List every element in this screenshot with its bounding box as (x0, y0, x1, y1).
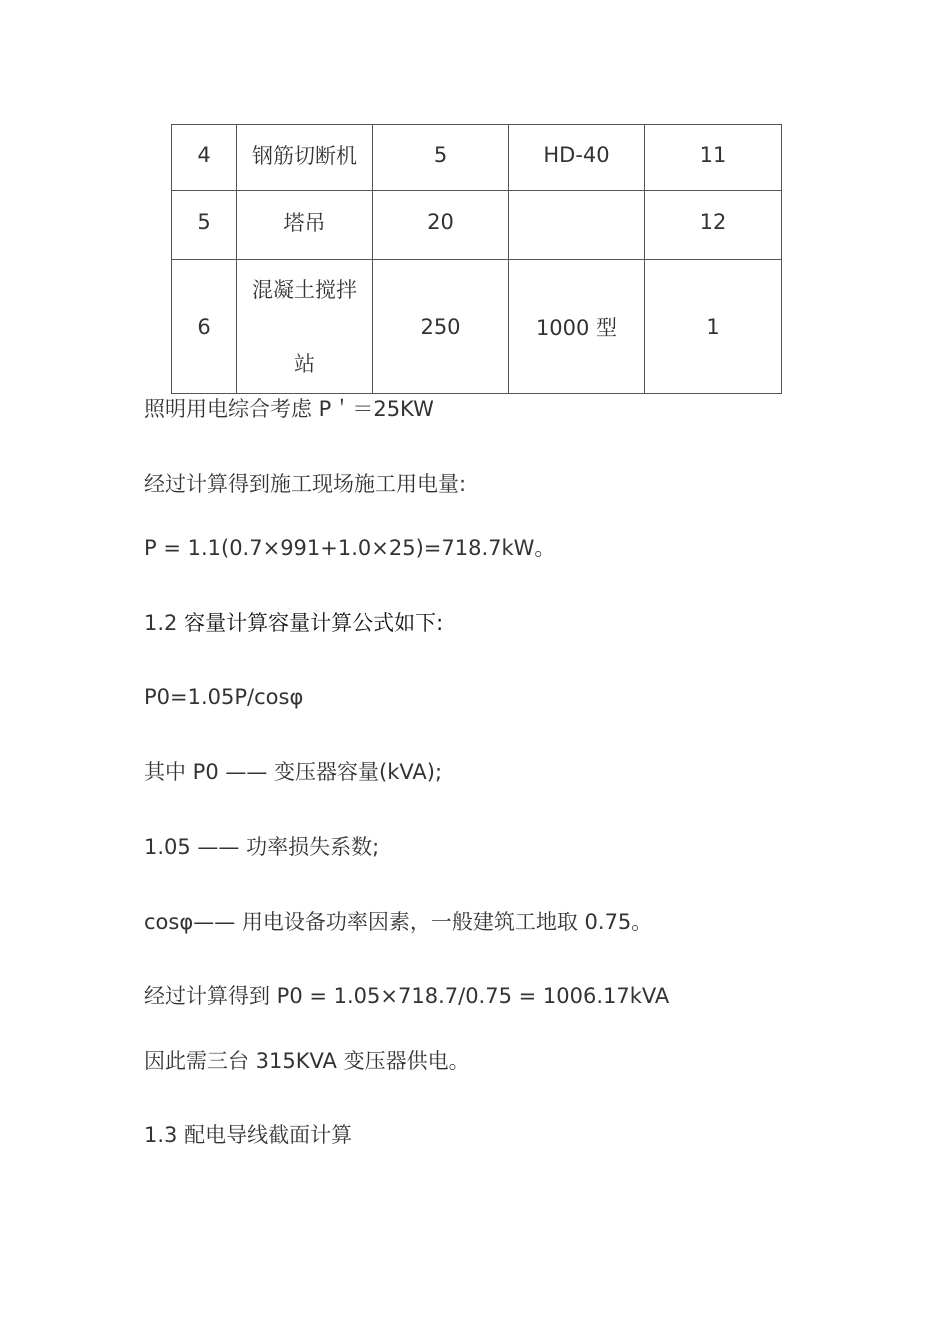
p0-calc-result: 经过计算得到 P0 = 1.05×718.7/0.75 = 1006.17kVA (144, 984, 670, 1008)
equipment-name-line1: 混凝土搅拌 (252, 277, 357, 302)
definition-p0: 其中 P0 —— 变压器容量(kVA); (144, 760, 443, 784)
equipment-name-cell (237, 260, 373, 394)
definition-power-factor: cosφ—— 用电设备功率因素，一般建筑工地取 0.75。 (144, 910, 653, 934)
capacity-heading-text: 容量计算容量计算公式如下: (184, 611, 444, 635)
row-number-cell: 6 (172, 260, 237, 394)
quantity-cell: 12 (645, 191, 782, 260)
equipment-name-line2: 站 (294, 351, 315, 376)
equipment-name-cell: 塔吊 (237, 191, 373, 260)
section-heading-1-3: 1.3 配电导线截面计算 (144, 1123, 353, 1147)
lighting-load-text: 照明用电综合考虑 P＇＝25KW (144, 397, 434, 421)
equipment-name-cell: 钢筋切断机 (237, 125, 373, 191)
capacity-formula: P0=1.05P/cosφ (144, 685, 304, 709)
calc-intro-text: 经过计算得到施工现场施工用电量: (144, 472, 467, 496)
capacity-heading-number: 1.2 (144, 611, 185, 635)
table-row (172, 260, 782, 394)
power-cell: 250 (373, 260, 509, 394)
row-number-cell: 5 (172, 191, 237, 260)
capacity-heading (144, 610, 443, 636)
model-cell (509, 191, 645, 260)
definition-coefficient: 1.05 —— 功率损失系数; (144, 835, 380, 859)
power-calc-result: P = 1.1(0.7×991+1.0×25)=718.7kW。 (144, 536, 556, 560)
quantity-cell: 1 (645, 260, 782, 394)
equipment-table (171, 124, 782, 394)
power-cell: 5 (373, 125, 509, 191)
power-cell: 20 (373, 191, 509, 260)
model-cell: 1000 型 (509, 260, 645, 394)
model-cell: HD-40 (509, 125, 645, 191)
quantity-cell: 11 (645, 125, 782, 191)
table-row (172, 191, 782, 260)
table-row (172, 125, 782, 191)
transformer-conclusion: 因此需三台 315KVA 变压器供电。 (144, 1049, 470, 1073)
row-number-cell: 4 (172, 125, 237, 191)
